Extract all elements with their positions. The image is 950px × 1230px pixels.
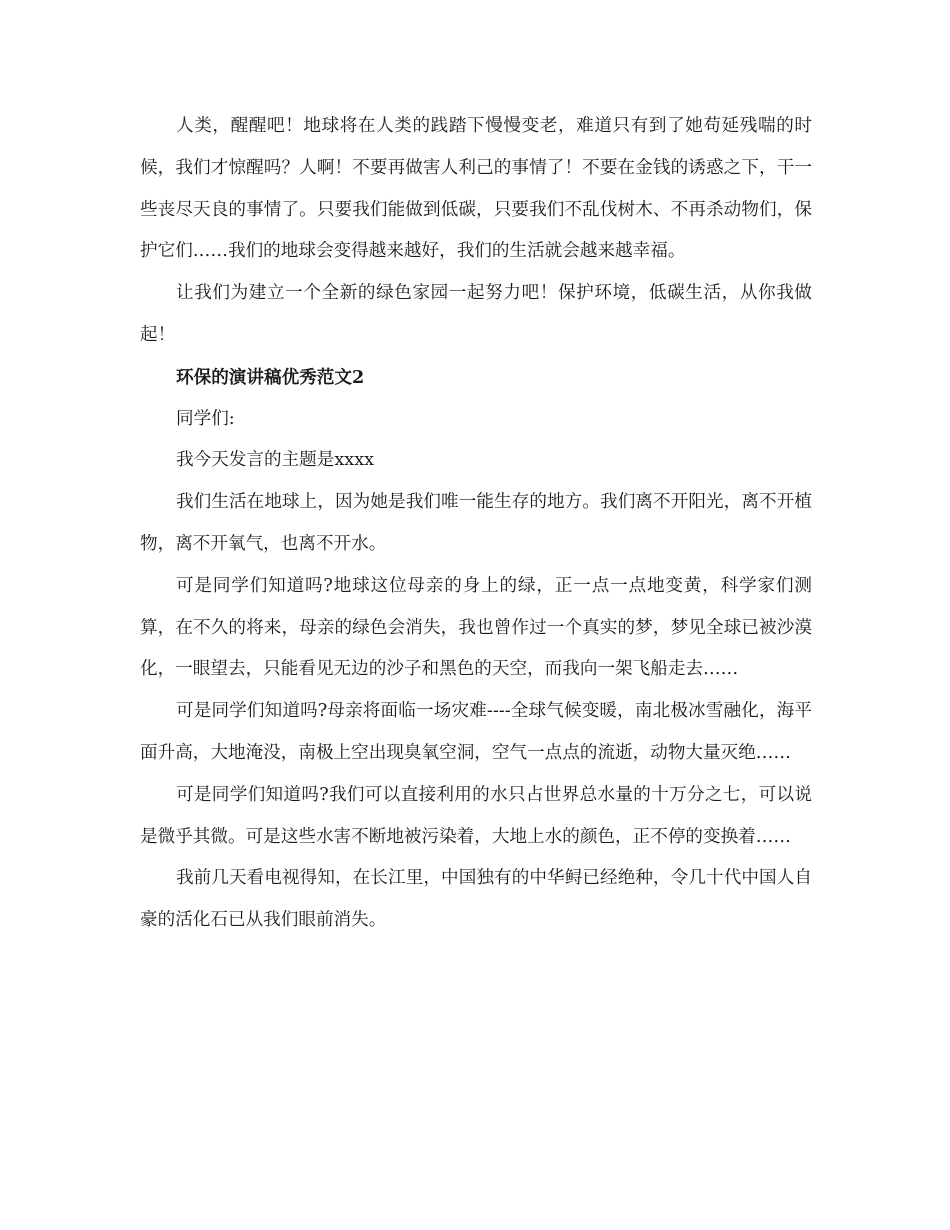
- paragraph-green-home: 让我们为建立一个全新的绿色家园一起努力吧！保护环境，低碳生活，从你我做起！: [140, 283, 812, 345]
- paragraph-earth: 我们生活在地球上，因为她是我们唯一能生存的地方。我们离不开阳光，离不开植物，离不开氧气，也离不开水。: [140, 492, 812, 554]
- paragraph-greeting: 同学们:: [176, 408, 235, 429]
- paragraph-climate: 可是同学们知道吗?母亲将面临一场灾难----全球气候变暖，南北极冰雪融化，海平面升高，大地淹没，南极上空出现臭氧空洞，空气一点点的流逝，动物大量灭绝……: [140, 701, 812, 763]
- paragraph-green-fading: 可是同学们知道吗?地球这位母亲的身上的绿，正一点一点地变黄，科学家们测算，在不久的将来，母亲的绿色会消失，我也曾作过一个真实的梦，梦见全球已被沙漠化，一眼望去，只能看见无边的沙子和黑色的天空，而我向一架飞船走去……: [140, 575, 812, 680]
- paragraph-topic: 我今天发言的主题是xxxx: [176, 450, 375, 471]
- paragraph-wake-up: 人类，醒醒吧！地球将在人类的践踏下慢慢变老，难道只有到了她苟延残喘的时候，我们才惊醒吗？人啊！不要再做害人利己的事情了！不要在金钱的诱惑之下，干一些丧尽天良的事情了。只要我们能做到低碳，只要我们不乱伐树木、不再杀动物们，保护它们……我们的地球会变得越来越好，我们的生活就会越来越幸福。: [140, 116, 812, 262]
- document-body: [140, 106, 812, 942]
- paragraph-water: 可是同学们知道吗?我们可以直接利用的水只占世界总水量的十万分之七，可以说是微乎其微。可是这些水害不断地被污染着，大地上水的颜色，正不停的变换着……: [140, 784, 812, 847]
- paragraph-sturgeon: 我前几天看电视得知，在长江里，中国独有的中华鲟已经绝种，令几十代中国人自豪的活化石已从我们眼前消失。: [140, 868, 812, 931]
- section-heading: 环保的演讲稿优秀范文2: [176, 366, 365, 388]
